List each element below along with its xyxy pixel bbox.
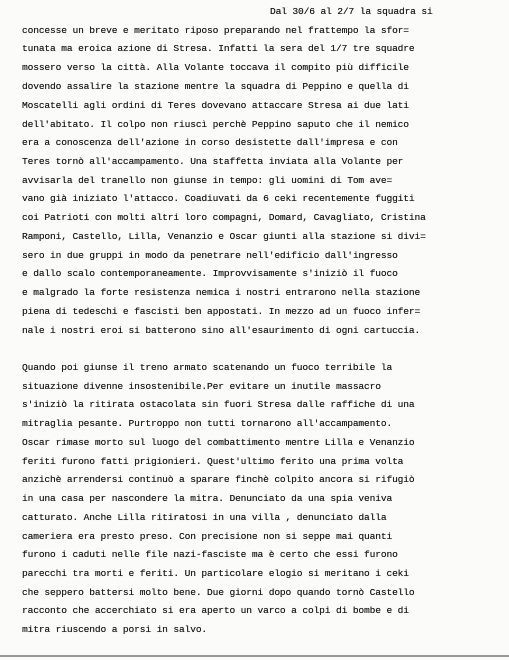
text-line: catturato. Anche Lilla ritiratosi in una villa , denunciato dalla [22,512,387,523]
text-line: Teres tornò all'accampamento. Una staffetta inviata alla Volante per [22,156,404,167]
text-line: feriti furono fatti prigionieri. Quest'ultimo ferito una prima volta [22,456,404,467]
text-line: che seppero battersi molto bene. Due giorni dopo quando tornò Castello [22,587,415,598]
text-line: dovendo assalire la stazione mentre la squadra di Peppino e quella di [22,81,409,92]
text-line: coi Patrioti con molti altri loro compagni, Domard, Cavagliato, Cristina [22,212,426,223]
text-line: in una casa per nascondere la mitra. Denunciato da una spia veniva [22,493,393,504]
text-line: Oscar rimase morto sul luogo del combattimento mentre Lilla e Venanzio [22,437,415,448]
text-line: sero in due gruppi in modo da penetrare nell'edificio dall'ingresso [22,250,398,261]
text-line: tunata ma eroica azione di Stresa. Infatti la sera del 1/7 tre squadre [22,43,415,54]
text-line: piena di tedeschi e fascisti ben appostati. In mezzo ad un fuoco infer= [22,306,421,317]
text-line: mossero verso la città. Alla Volante toccava il compito più difficile [22,62,409,73]
text-line: furono i caduti nelle file nazi-fasciste ma è certo che essi furono [22,549,398,560]
text-line: Ramponi, Castello, Lilla, Venanzio e Oscar giunti alla stazione si divi= [22,231,426,242]
text-line: s'iniziò la ritirata ostacolata sin fuori Stresa dalle raffiche di una [22,399,415,410]
text-line: racconto che accerchiato si era aperto un varco a colpi di bombe e di [22,605,409,616]
text-line: avvisarla del tranello non giunse in tempo: gli uomini di Tom ave= [22,175,393,186]
page-bottom-divider [0,655,509,657]
text-line: cameriera era presto preso. Con precisione non si seppe mai quanti [22,531,393,542]
text-line: situazione divenne insostenibile.Per evitare un inutile massacro [22,381,381,392]
text-line: anzichè arrendersi continuò a sparare finchè colpito ancora si rifugiò [22,474,415,485]
text-line: vano già iniziato l'attacco. Coadiuvati da 6 ceki recentemente fuggiti [22,193,415,204]
text-line: concesse un breve e meritato riposo preparando nel frattempo la sfor= [22,25,409,36]
text-line: Moscatelli agli ordini di Teres dovevano attaccare Stresa ai due lati [22,100,409,111]
text-line: era a conoscenza dell'azione in corso desistette dall'impresa e con [22,137,398,148]
text-line: e dallo scalo contemporaneamente. Improvvisamente s'iniziò il fuoco [22,268,398,279]
text-line: mitraglia pesante. Purtroppo non tutti tornarono all'accampamento. [22,418,393,429]
text-line: parecchi tra morti e feriti. Un particolare elogio si meritano i ceki [22,568,409,579]
text-line: dell'abitato. Il colpo non riuscì perchè Peppino saputo che il nemico [22,119,409,130]
text-line: nale i nostri eroi si batterono sino all'esaurimento di ogni cartuccia. [22,325,421,336]
text-line: e malgrado la forte resistenza nemica i nostri entrarono nella stazione [22,287,421,298]
text-line: Quando poi giunse il treno armato scatenando un fuoco terribile la [22,362,393,373]
text-line: mitra riuscendo a porsi in salvo. [22,624,208,635]
text-line: Dal 30/6 al 2/7 la squadra si [270,6,433,17]
